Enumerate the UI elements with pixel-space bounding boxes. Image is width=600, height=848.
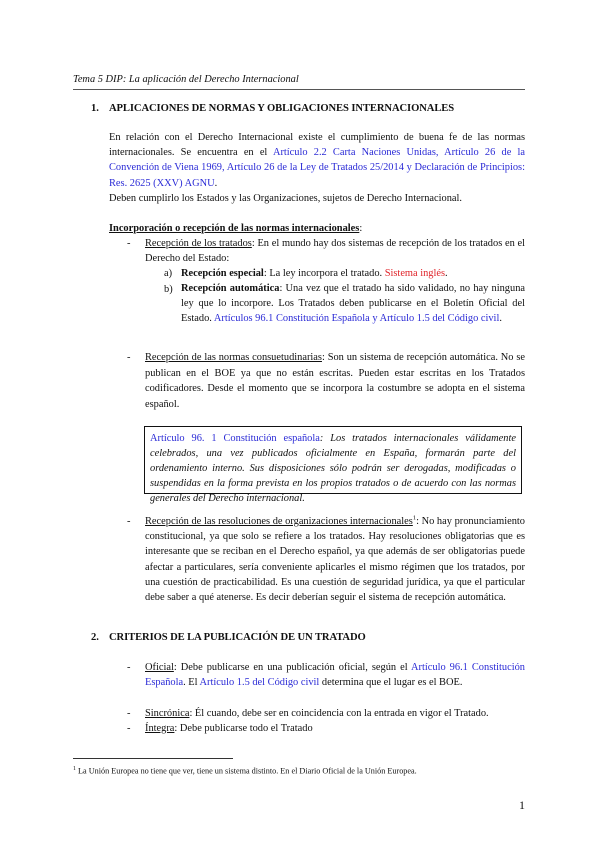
running-header: Tema 5 DIP: La aplicación del Derecho Internacional: [73, 74, 299, 85]
criterion-official-term: Oficial: [145, 662, 174, 673]
section-1-number: 1.: [91, 103, 99, 114]
criterion-complete: [145, 721, 525, 736]
item-a-term: Recepción especial: [181, 268, 264, 279]
subheading-colon: :: [359, 223, 363, 234]
intro-subjects: Deben cumplirlo los Estados y las Organizaciones, sujetos de Derecho Internacional.: [109, 193, 462, 204]
bullet-resolutions-text: : No hay pronunciamiento constitucional, ya que solo se refiere a los tratados. Hay resoluciones obligatorias que es interesante que se reciban en el Derecho español, ya que además de ser obligatorias puede afectar a particulares, sería conveniente aplicarles el mismo régimen que los tratados, por una cuestión de practicabilidad. Es una cuestión de seguridad jurídica, ya que el particular debe saber a qué atenerse. Es decir deberían seguir el sistema de recepción automática.: [145, 516, 525, 604]
item-b-term: Recepción automática: [181, 283, 280, 294]
bullet-resolutions: [145, 514, 525, 605]
bullet-treaties-term: Recepción de los tratados: [145, 238, 252, 249]
bullet-dash: -: [127, 238, 131, 249]
item-b: [181, 282, 525, 326]
footnote: [73, 764, 417, 777]
item-b-marker: b): [164, 284, 173, 295]
bullet-dash: -: [127, 708, 131, 719]
item-b-legal-references: Artículos 96.1 Constitución Española y Artículo 1.5 del Código civil: [213, 312, 500, 324]
bullet-customary: [145, 350, 525, 412]
quote-reference: Artículo 96. 1 Constitución española: [150, 433, 320, 444]
section-2-number: 2.: [91, 632, 99, 643]
intro-text: En relación con el Derecho Internacional existe el cumplimiento de buena fe de las normas internacionales. Se encuentra en el: [109, 132, 525, 159]
intro-end: .: [214, 177, 218, 189]
item-a: [181, 266, 525, 281]
section-1-title: APLICACIONES DE NORMAS Y OBLIGACIONES INTERNACIONALES: [109, 103, 455, 114]
intro-legal-references: Artículo 2.2 Carta Naciones Unidas, Artículo 26 de la Convención de Viena 1969, Artículo 26 de la Ley de Tratados 25/2014 y Declaración de Principios: Res. 2625 (XXV) AGNU: [109, 147, 526, 189]
criterion-official: [145, 660, 525, 691]
item-b-end: .: [499, 312, 502, 324]
intro-paragraph: [109, 130, 525, 191]
quote-text: : Los tratados internacionales válidamente celebrados, una vez publicados oficialmente en España, formarán parte del ordenamiento interno. Sus disposiciones sólo podrán ser derogadas, modificadas o suspendidas en la forma prevista en los propios tratados o de acuerdo con las normas generales del Derecho internacional.: [150, 433, 516, 504]
bullet-treaties: [145, 236, 525, 266]
criterion-official-ref-1: Artículo 96.1 Constitución Española: [145, 662, 525, 689]
criterion-synchronous-text: : Él cuando, debe ser en coincidencia con la entrada en vigor el Tratado.: [189, 708, 489, 719]
bullet-resolutions-term: Recepción de las resoluciones de organizaciones internacionales: [145, 516, 413, 527]
constitution-quote-box: [144, 426, 522, 504]
criterion-official-text-3: determina que el lugar es el BOE.: [319, 677, 463, 689]
bullet-dash: -: [127, 662, 131, 673]
criterion-complete-text: : Debe publicarse todo el Tratado: [174, 723, 313, 734]
header-divider: [73, 89, 525, 90]
subheading-incorporation: [109, 221, 362, 236]
criterion-complete-term: Íntegra: [145, 723, 175, 734]
footnote-mark: 1: [73, 766, 76, 772]
footnote-divider: [73, 758, 233, 759]
item-a-end: .: [445, 268, 448, 279]
criterion-official-text-2: . El: [183, 677, 200, 689]
bullet-customary-term: Recepción de las normas consuetudinarias: [145, 352, 322, 363]
section-2-title: CRITERIOS DE LA PUBLICACIÓN DE UN TRATADO: [109, 632, 366, 643]
item-a-english-system: Sistema inglés: [384, 268, 446, 279]
item-b-text: : Una vez que el tratado ha sido validado, no hay ninguna ley que lo incorpore. Los Tratados deben publicarse en el Boletín Oficial del Estado.: [181, 283, 525, 324]
page-number: 1: [519, 798, 525, 812]
item-a-text: : La ley incorpora el tratado.: [263, 268, 385, 279]
footnote-reference[interactable]: 1: [412, 514, 417, 522]
criterion-official-ref-2: Artículo 1.5 del Código civil: [199, 677, 320, 689]
bullet-dash: -: [127, 723, 131, 734]
bullet-treaties-text: : En el mundo hay dos sistemas de recepción de los tratados en el Derecho del Estado:: [145, 238, 525, 265]
criterion-synchronous: [145, 706, 525, 721]
footnote-text: La Unión Europea no tiene que ver, tiene un sistema distinto. En el Diario Oficial de la Unión Europea.: [76, 766, 417, 776]
subheading-text: Incorporación o recepción de las normas internacionales: [109, 223, 360, 234]
bullet-dash: -: [127, 516, 131, 527]
criterion-official-text-1: : Debe publicarse en una publicación oficial, según el: [173, 662, 412, 673]
bullet-customary-text: : Son un sistema de recepción automática. No se publican en el BOE ya que no están escritas. Pueden estar escritas en los Tratados codificadores. Desde el momento que se incorpora la costumbre se adopta en el sistema español.: [145, 352, 525, 410]
bullet-dash: -: [127, 352, 131, 363]
criterion-synchronous-term: Sincrónica: [145, 708, 190, 719]
item-a-marker: a): [164, 268, 173, 279]
